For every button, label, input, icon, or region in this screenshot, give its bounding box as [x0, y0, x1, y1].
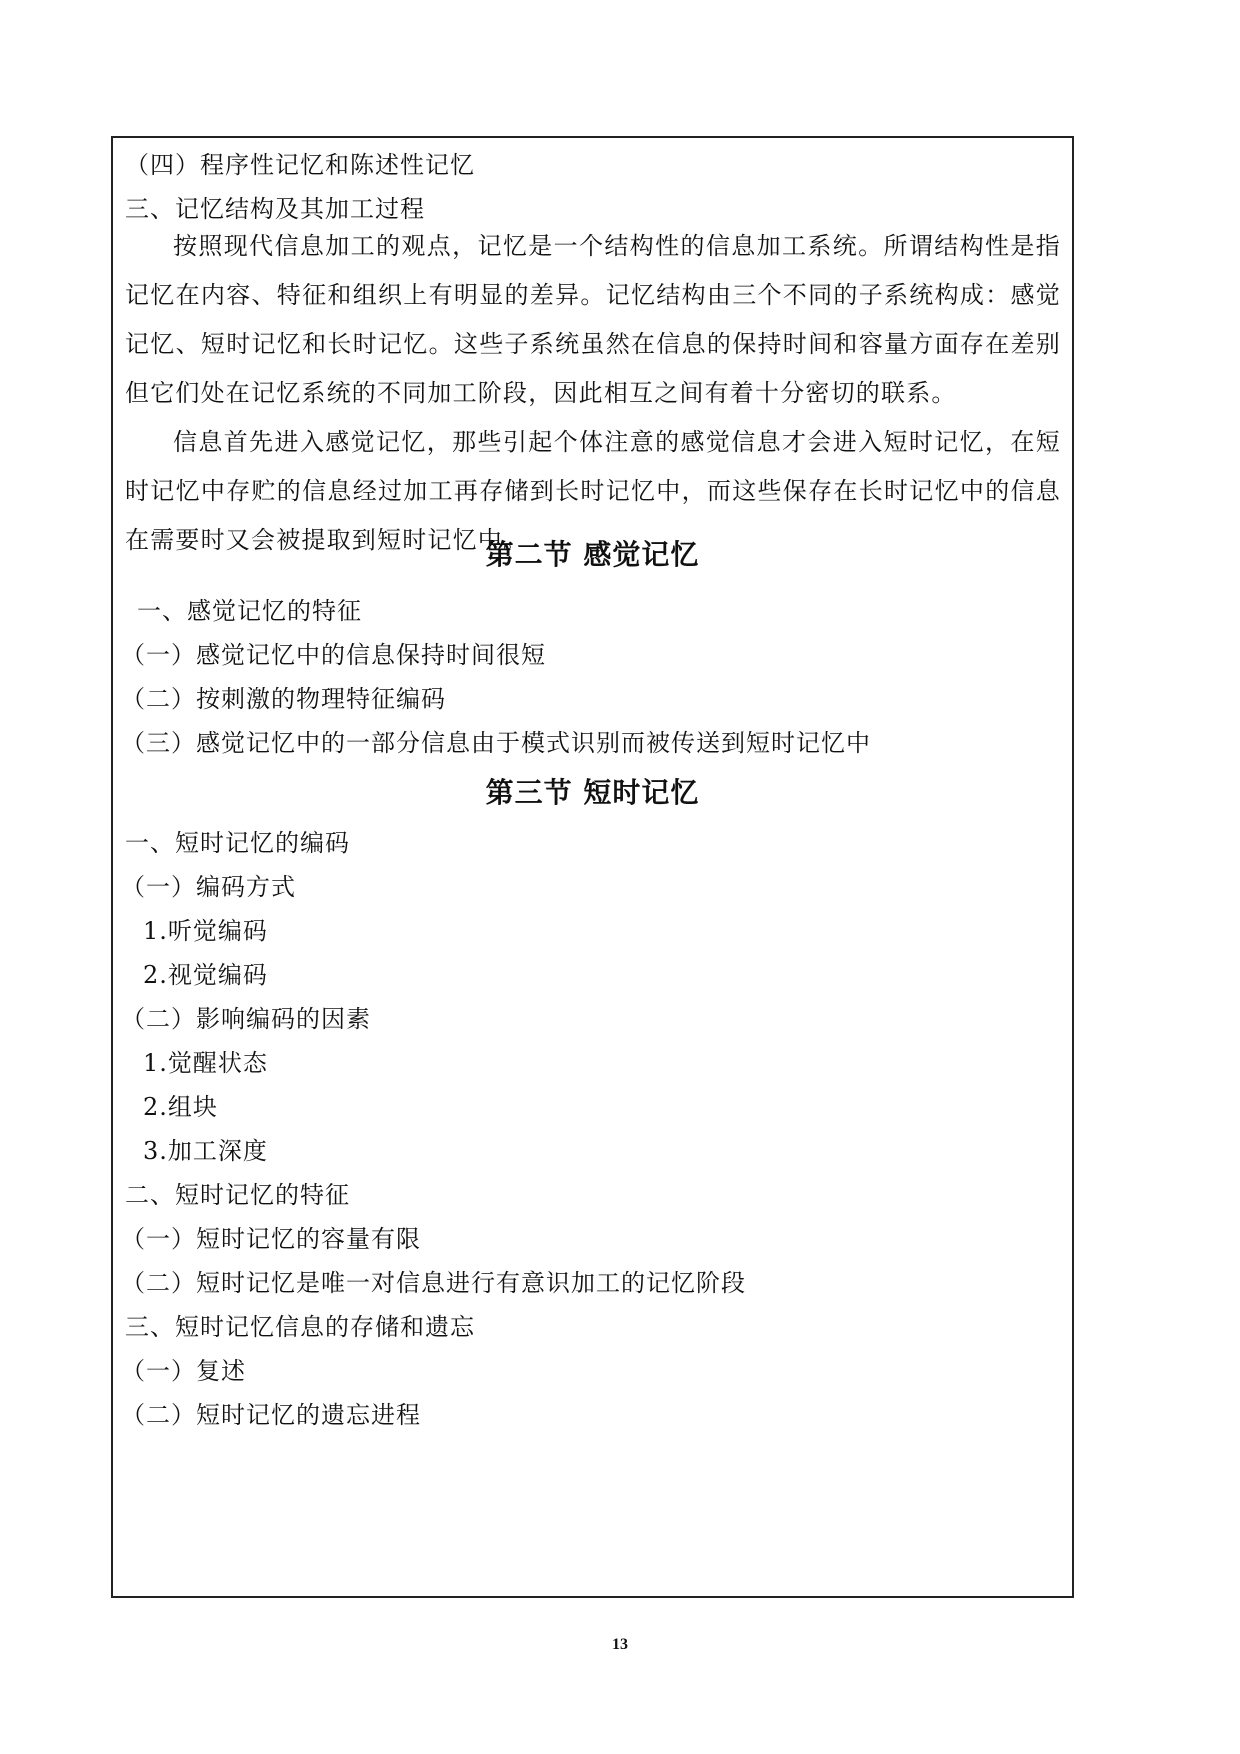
list-item: （二）短时记忆的遗忘进程 — [121, 1401, 421, 1429]
list-item: （二）按刺激的物理特征编码 — [121, 685, 446, 713]
list-item: （二）影响编码的因素 — [121, 1005, 371, 1033]
list-item: （一）复述 — [121, 1357, 246, 1385]
subheading-line: 三、短时记忆信息的存储和遗忘 — [125, 1313, 475, 1341]
list-item: 2.视觉编码 — [143, 961, 268, 989]
section-heading: 第三节 短时记忆 — [485, 776, 700, 809]
section-heading: 第二节 感觉记忆 — [485, 538, 700, 571]
page-number: 13 — [612, 1636, 628, 1653]
subheading-line: （四）程序性记忆和陈述性记忆 — [125, 151, 475, 179]
list-item: （一）感觉记忆中的信息保持时间很短 — [121, 641, 546, 669]
list-item: （二）短时记忆是唯一对信息进行有意识加工的记忆阶段 — [121, 1269, 746, 1297]
list-item: （三）感觉记忆中的一部分信息由于模式识别而被传送到短时记忆中 — [121, 729, 871, 757]
list-item: （一）短时记忆的容量有限 — [121, 1225, 421, 1253]
list-item: 3.加工深度 — [143, 1137, 268, 1165]
list-item: 1.听觉编码 — [143, 917, 268, 945]
subheading-line: 一、感觉记忆的特征 — [137, 597, 362, 625]
content-frame — [111, 136, 1074, 1598]
subheading-line: 一、短时记忆的编码 — [125, 829, 350, 857]
body-paragraph: 按照现代信息加工的观点，记忆是一个结构性的信息加工系统。所谓结构性是指记忆在内容、特征和组织上有明显的差异。记忆结构由三个不同的子系统构成：感觉记忆、短时记忆和长时记忆。这些子系统虽然在信息的保持时间和容量方面存在差别但它们处在记忆系统的不同加工阶段，因此相互之间有着十分密切的联系。 — [125, 232, 1061, 407]
body-paragraph: 信息首先进入感觉记忆，那些引起个体注意的感觉信息才会进入短时记忆，在短时记忆中存贮的信息经过加工再存储到长时记忆中，而这些保存在长时记忆中的信息在需要时又会被提取到短时记忆中。 — [125, 428, 1061, 554]
subheading-line: 二、短时记忆的特征 — [125, 1181, 350, 1209]
list-item: （一）编码方式 — [121, 873, 296, 901]
subheading-line: 三、记忆结构及其加工过程 — [125, 195, 425, 223]
list-item: 2.组块 — [143, 1093, 218, 1121]
list-item: 1.觉醒状态 — [143, 1049, 268, 1077]
